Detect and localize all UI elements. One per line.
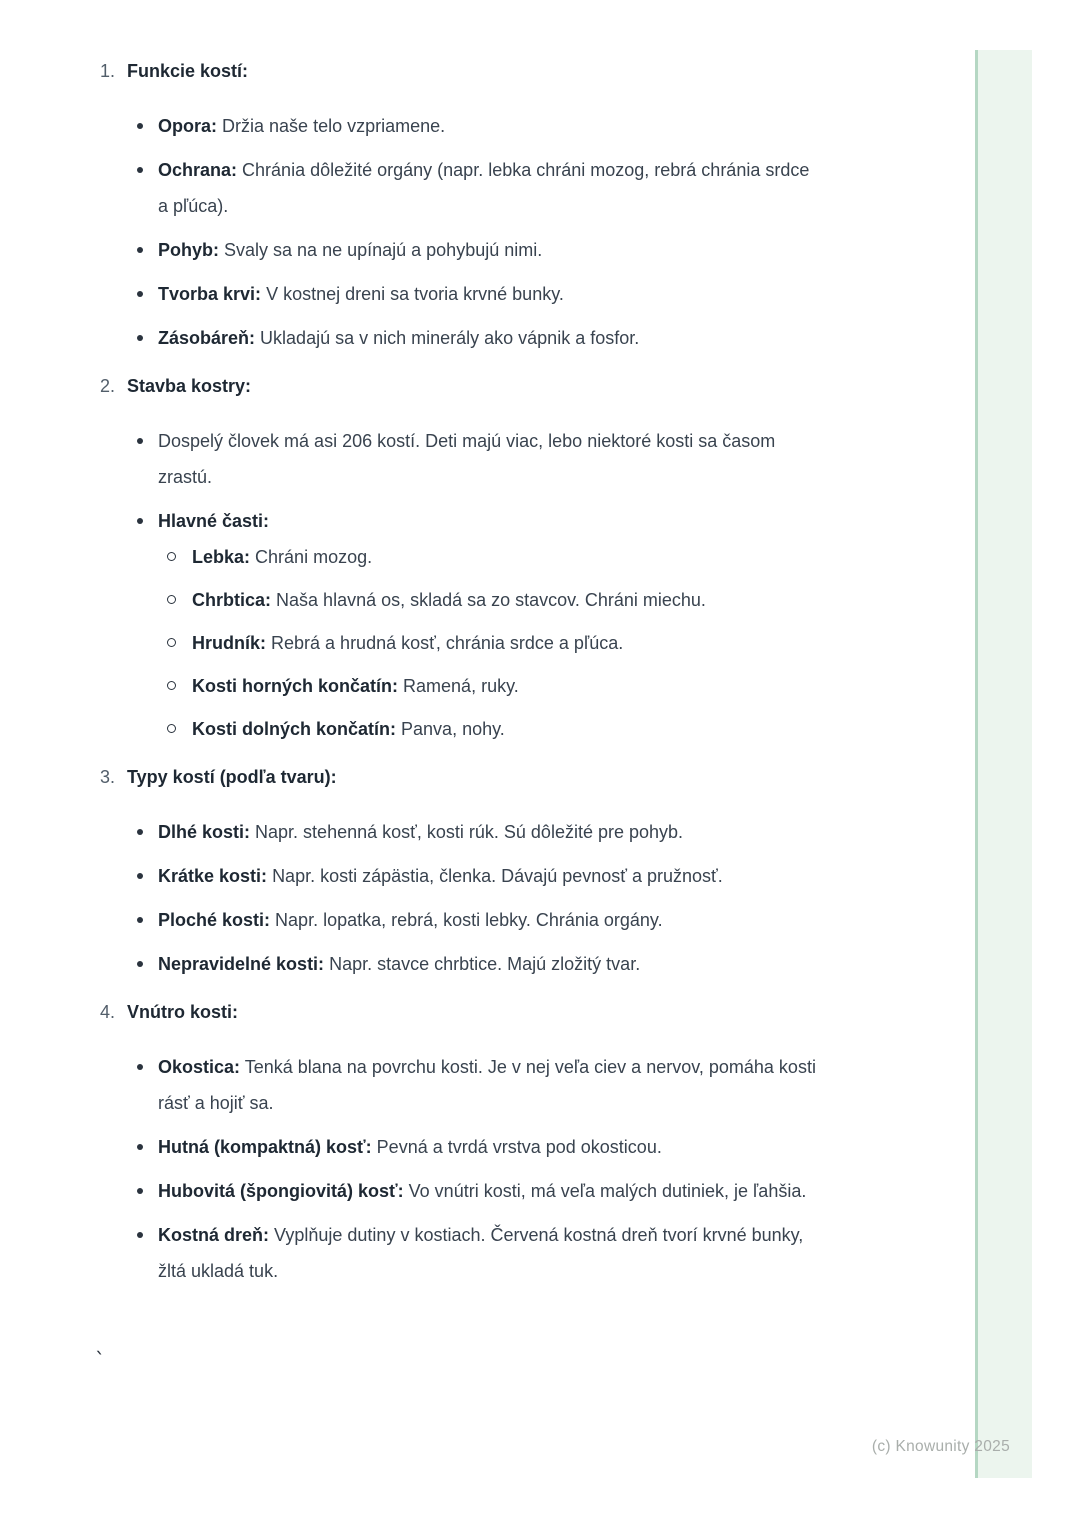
item-term: Tvorba krvi: [158,284,262,304]
section-stavba-kostry [100,368,860,747]
bullet-list [100,108,860,356]
section-number: 2. [100,376,116,396]
section-heading [100,994,860,1030]
item-text: Chránia dôležité orgány (napr. lebka chráni mozog, rebrá chránia srdce a pľúca). [158,160,810,216]
item-term: Hutná (kompaktná) kosť: [158,1137,372,1157]
item-text: Pevná a tvrdá vrstva pod okosticou. [376,1137,662,1157]
copyright-watermark: (c) Knowunity 2025 [871,1438,1010,1455]
list-item [100,1173,818,1209]
section-title: Vnútro kosti: [127,1002,238,1022]
item-term: Krátke kosti: [158,866,268,886]
stray-backtick-character: ` [94,1348,107,1372]
item-term: Pohyb: [158,240,219,260]
item-text: Tenká blana na povrchu kosti. Je v nej veľa ciev a nervov, pomáha kosti rásť a hojiť sa. [158,1057,816,1113]
list-item [100,503,818,747]
item-term: Dlhé kosti: [158,822,251,842]
item-term: Ploché kosti: [158,910,271,930]
item-text: Ramená, ruky. [403,676,519,696]
item-text: V kostnej dreni sa tvoria krvné bunky. [266,284,564,304]
sub-list-item [158,711,818,747]
item-text: Napr. lopatka, rebrá, kosti lebky. Chránia orgány. [275,910,663,930]
section-title: Typy kostí (podľa tvaru): [127,767,337,787]
item-term: Chrbtica: [192,590,272,610]
list-item [100,1217,818,1289]
list-item [100,858,818,894]
sub-list-item [158,625,818,661]
accent-stripe [975,50,1032,1478]
item-term: Okostica: [158,1057,241,1077]
item-term: Kosti horných končatín: [192,676,399,696]
item-text: Svaly sa na ne upínajú a pohybujú nimi. [224,240,543,260]
item-term: Lebka: [192,547,251,567]
section-funkcie-kosti [100,53,860,356]
section-vnutro-kosti [100,994,860,1289]
section-typy-kosti [100,759,860,982]
item-text: Napr. kosti zápästia, členka. Dávajú pevnosť a pružnosť. [272,866,723,886]
bullet-list [100,1049,860,1289]
item-term: Kostná dreň: [158,1225,270,1245]
item-term: Hrudník: [192,633,266,653]
section-heading [100,759,860,795]
section-number: 1. [100,61,116,81]
notes-content [100,41,860,1297]
section-title: Funkcie kostí: [127,61,249,81]
item-text: Vyplňuje dutiny v kostiach. Červená kostná dreň tvorí krvné bunky, žltá ukladá tuk. [158,1225,804,1281]
sub-list-item [158,539,818,575]
list-item [100,1129,818,1165]
sub-list-item [158,668,818,704]
section-number: 4. [100,1002,116,1022]
list-item [100,108,818,144]
list-item [100,152,818,224]
item-text: Vo vnútri kosti, má veľa malých dutiniek, je ľahšia. [408,1181,807,1201]
item-text: Dospelý človek má asi 206 kostí. Deti majú viac, lebo niektoré kosti sa časom zrastú. [158,431,776,487]
item-text: Chráni mozog. [255,547,373,567]
item-text: Naša hlavná os, skladá sa zo stavcov. Chráni miechu. [276,590,706,610]
list-item [100,423,818,495]
bullet-list [100,814,860,982]
item-term: Zásobáreň: [158,328,256,348]
item-term: Opora: [158,116,218,136]
bullet-list [100,423,860,747]
sub-bullet-list [158,539,818,747]
item-term: Hlavné časti: [158,511,270,531]
item-text: Panva, nohy. [401,719,505,739]
section-number: 3. [100,767,116,787]
list-item [100,946,818,982]
sub-list-item [158,582,818,618]
section-heading [100,53,860,89]
item-text: Ukladajú sa v nich minerály ako vápnik a fosfor. [260,328,640,348]
section-heading [100,368,860,404]
list-item [100,276,818,312]
item-text: Držia naše telo vzpriamene. [222,116,446,136]
item-term: Hubovitá (špongiovitá) kosť: [158,1181,404,1201]
item-term: Nepravidelné kosti: [158,954,325,974]
list-item [100,1049,818,1121]
section-title: Stavba kostry: [127,376,252,396]
item-text: Rebrá a hrudná kosť, chránia srdce a pľúca. [271,633,624,653]
item-text: Napr. stavce chrbtice. Majú zložitý tvar. [329,954,641,974]
item-term: Ochrana: [158,160,238,180]
item-text: Napr. stehenná kosť, kosti rúk. Sú dôležité pre pohyb. [255,822,684,842]
list-item [100,232,818,268]
list-item [100,320,818,356]
item-term: Kosti dolných končatín: [192,719,397,739]
list-item [100,814,818,850]
list-item [100,902,818,938]
